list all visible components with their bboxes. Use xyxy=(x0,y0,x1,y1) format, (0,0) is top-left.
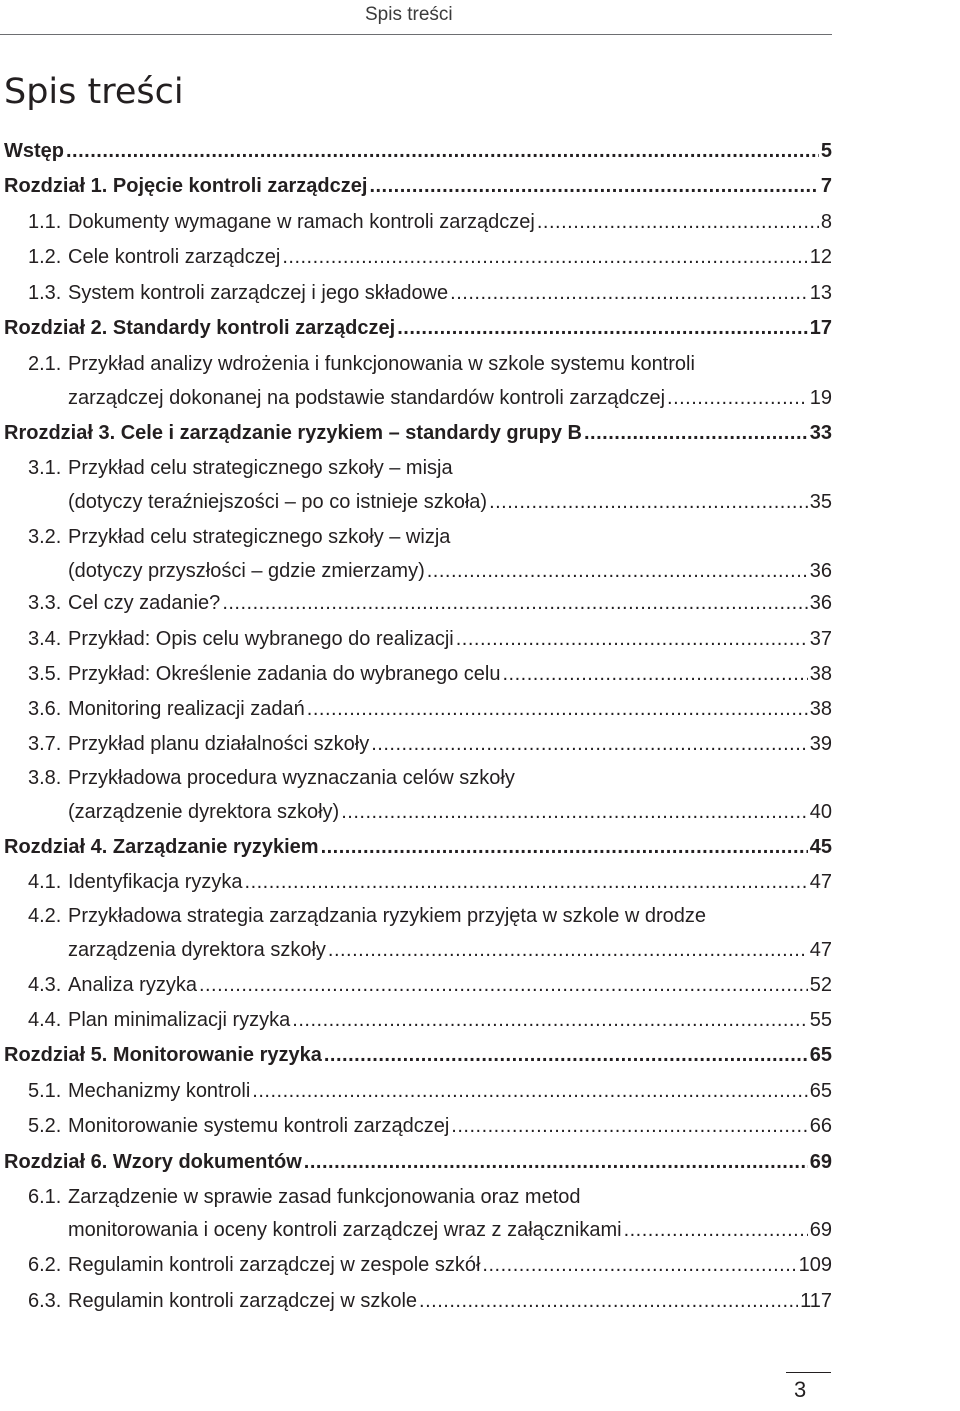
dot-leader xyxy=(456,628,808,651)
section-number: 3.2. xyxy=(28,526,62,548)
section-title: (dotyczy teraźniejszości – po co istnieje szkoła) xyxy=(68,491,488,513)
dot-leader xyxy=(397,317,808,340)
section-number: 4.1. xyxy=(28,871,62,893)
dot-leader xyxy=(292,1009,807,1032)
section-number: 2.1. xyxy=(28,353,62,375)
page-ref: 65 xyxy=(809,1044,832,1066)
section-title: Mechanizmy kontroli xyxy=(68,1080,251,1102)
section-title-line1: Przykład analizy wdrożenia i funkcjonowania w szkole systemu kontroli xyxy=(68,353,695,375)
toc-line xyxy=(0,560,832,590)
section-number: 1.2. xyxy=(28,246,62,268)
section-title-line1: Przykład celu strategicznego szkoły – misja xyxy=(68,457,453,479)
dot-leader xyxy=(282,246,807,269)
page-title: Spis treści xyxy=(4,72,184,112)
toc-line xyxy=(0,1009,832,1039)
section-number: 3.4. xyxy=(28,628,62,650)
page-ref: 36 xyxy=(809,592,832,614)
section-title: System kontroli zarządczej i jego składowe xyxy=(68,282,449,304)
dot-leader xyxy=(245,871,808,894)
dot-leader xyxy=(199,974,808,997)
dot-leader xyxy=(502,663,807,686)
dot-leader xyxy=(304,1151,808,1174)
toc-line xyxy=(0,628,832,658)
toc-line xyxy=(0,905,832,935)
page-ref: 47 xyxy=(809,871,832,893)
page-ref: 38 xyxy=(809,698,832,720)
toc-line xyxy=(0,211,832,241)
toc-line xyxy=(0,491,832,521)
toc-line xyxy=(0,457,832,487)
dot-leader xyxy=(482,1254,796,1277)
toc-line xyxy=(0,836,832,866)
toc-line xyxy=(0,282,832,312)
dot-leader xyxy=(419,1290,798,1313)
dot-leader xyxy=(324,1044,808,1067)
dot-leader xyxy=(427,560,808,583)
section-number: 4.3. xyxy=(28,974,62,996)
chapter-title: Rozdział 5. Monitorowanie ryzyka xyxy=(4,1044,322,1066)
dot-leader xyxy=(537,211,819,234)
page-ref: 109 xyxy=(798,1254,832,1276)
chapter-title: Rozdział 1. Pojęcie kontroli zarządczej xyxy=(4,175,368,197)
section-title: Przykład: Opis celu wybranego do realizacji xyxy=(68,628,454,650)
toc-line xyxy=(0,140,832,170)
section-number: 5.1. xyxy=(28,1080,62,1102)
toc-line xyxy=(0,663,832,693)
dot-leader xyxy=(451,1115,807,1138)
section-title-line1: Przykład celu strategicznego szkoły – wizja xyxy=(68,526,451,548)
dot-leader xyxy=(222,592,807,615)
section-title: Regulamin kontroli zarządczej w zespole szkół xyxy=(68,1254,481,1276)
toc-line xyxy=(0,1186,832,1216)
page-ref: 40 xyxy=(809,801,832,823)
chapter-title: Rrozdział 3. Cele i zarządzanie ryzykiem – standardy grupy B xyxy=(4,422,582,444)
toc-line xyxy=(0,767,832,797)
page-ref: 37 xyxy=(809,628,832,650)
page-ref: 52 xyxy=(809,974,832,996)
section-title: Dokumenty wymagane w ramach kontroli zarządczej xyxy=(68,211,535,233)
section-number: 4.2. xyxy=(28,905,62,927)
section-number: 3.3. xyxy=(28,592,62,614)
toc-line xyxy=(0,1254,832,1284)
page-ref: 69 xyxy=(809,1219,832,1241)
dot-leader xyxy=(667,387,808,410)
toc-line xyxy=(0,422,832,452)
page-number: 3 xyxy=(794,1377,807,1402)
page-ref: 69 xyxy=(809,1151,832,1173)
toc-line xyxy=(0,317,832,347)
toc-line xyxy=(0,1219,832,1249)
section-title: Analiza ryzyka xyxy=(68,974,197,996)
section-number: 3.6. xyxy=(28,698,62,720)
toc-line xyxy=(0,1290,832,1320)
section-title: Cel czy zadanie? xyxy=(68,592,221,614)
dot-leader xyxy=(369,175,818,198)
dot-leader xyxy=(489,491,808,514)
chapter-title: Rozdział 4. Zarządzanie ryzykiem xyxy=(4,836,319,858)
dot-leader xyxy=(450,282,808,305)
toc-line xyxy=(0,1080,832,1110)
section-title: Regulamin kontroli zarządczej w szkole xyxy=(68,1290,418,1312)
dot-leader xyxy=(624,1219,808,1242)
section-title: Przykład planu działalności szkoły xyxy=(68,733,370,755)
section-title: (dotyczy przyszłości – gdzie zmierzamy) xyxy=(68,560,425,582)
toc-line xyxy=(0,733,832,763)
page-ref: 13 xyxy=(809,282,832,304)
section-title: Monitoring realizacji zadań xyxy=(68,698,305,720)
page-ref: 12 xyxy=(809,246,832,268)
section-title-line1: Zarządzenie w sprawie zasad funkcjonowania oraz metod xyxy=(68,1186,581,1208)
toc-line xyxy=(0,939,832,969)
running-head-title: Spis treści xyxy=(365,4,453,25)
dot-leader xyxy=(341,801,808,824)
section-number: 5.2. xyxy=(28,1115,62,1137)
toc-line xyxy=(0,801,832,831)
page-ref: 66 xyxy=(809,1115,832,1137)
toc-line xyxy=(0,1115,832,1145)
section-title: zarządzenia dyrektora szkoły xyxy=(68,939,326,961)
page-ref: 39 xyxy=(809,733,832,755)
section-title: monitorowania i oceny kontroli zarządczej wraz z załącznikami xyxy=(68,1219,622,1241)
section-number: 3.7. xyxy=(28,733,62,755)
section-title: Przykład: Określenie zadania do wybranego celu xyxy=(68,663,501,685)
section-number: 1.3. xyxy=(28,282,62,304)
page-ref: 55 xyxy=(809,1009,832,1031)
running-head xyxy=(0,0,832,35)
section-number: 3.1. xyxy=(28,457,62,479)
chapter-title: Rozdział 6. Wzory dokumentów xyxy=(4,1151,302,1173)
section-number: 1.1. xyxy=(28,211,62,233)
toc-line xyxy=(0,1044,832,1074)
dot-leader xyxy=(252,1080,807,1103)
dot-leader xyxy=(321,836,808,859)
page-ref: 65 xyxy=(809,1080,832,1102)
section-title: Plan minimalizacji ryzyka xyxy=(68,1009,291,1031)
toc-line xyxy=(0,592,832,622)
toc-line xyxy=(0,246,832,276)
dot-leader xyxy=(66,140,819,163)
section-number: 3.5. xyxy=(28,663,62,685)
page-ref: 47 xyxy=(809,939,832,961)
dot-leader xyxy=(328,939,808,962)
toc-line xyxy=(0,175,832,205)
page-ref: 35 xyxy=(809,491,832,513)
section-title: Cele kontroli zarządczej xyxy=(68,246,281,268)
page-ref: 8 xyxy=(820,211,832,233)
toc-line xyxy=(0,1151,832,1181)
section-number: 6.1. xyxy=(28,1186,62,1208)
section-title: (zarządzenie dyrektora szkoły) xyxy=(68,801,340,823)
toc-line xyxy=(0,698,832,728)
section-number: 3.8. xyxy=(28,767,62,789)
page-ref: 17 xyxy=(809,317,832,339)
toc-line xyxy=(0,974,832,1004)
page-ref: 33 xyxy=(809,422,832,444)
page-ref: 45 xyxy=(809,836,832,858)
page-ref: 5 xyxy=(820,140,832,162)
section-number: 6.3. xyxy=(28,1290,62,1312)
page-ref: 38 xyxy=(809,663,832,685)
section-title-line1: Przykładowa procedura wyznaczania celów szkoły xyxy=(68,767,515,789)
section-title: Identyfikacja ryzyka xyxy=(68,871,243,893)
page-ref: 19 xyxy=(809,387,832,409)
section-number: 4.4. xyxy=(28,1009,62,1031)
section-number: 6.2. xyxy=(28,1254,62,1276)
toc-line xyxy=(0,353,832,383)
section-title-line1: Przykładowa strategia zarządzania ryzykiem przyjęta w szkole w drodze xyxy=(68,905,707,927)
page-ref: 36 xyxy=(809,560,832,582)
chapter-title: Rozdział 2. Standardy kontroli zarządczej xyxy=(4,317,396,339)
section-title: zarządczej dokonanej na podstawie standardów kontroli zarządczej xyxy=(68,387,666,409)
chapter-title: Wstęp xyxy=(4,140,64,162)
page-ref: 7 xyxy=(820,175,832,197)
dot-leader xyxy=(371,733,808,756)
page-ref: 117 xyxy=(800,1290,832,1312)
toc-line xyxy=(0,871,832,901)
toc-line xyxy=(0,526,832,556)
section-title: Monitorowanie systemu kontroli zarządczej xyxy=(68,1115,450,1137)
toc-line xyxy=(0,387,832,417)
dot-leader xyxy=(307,698,808,721)
dot-leader xyxy=(584,422,808,445)
folio-rule xyxy=(786,1372,831,1409)
